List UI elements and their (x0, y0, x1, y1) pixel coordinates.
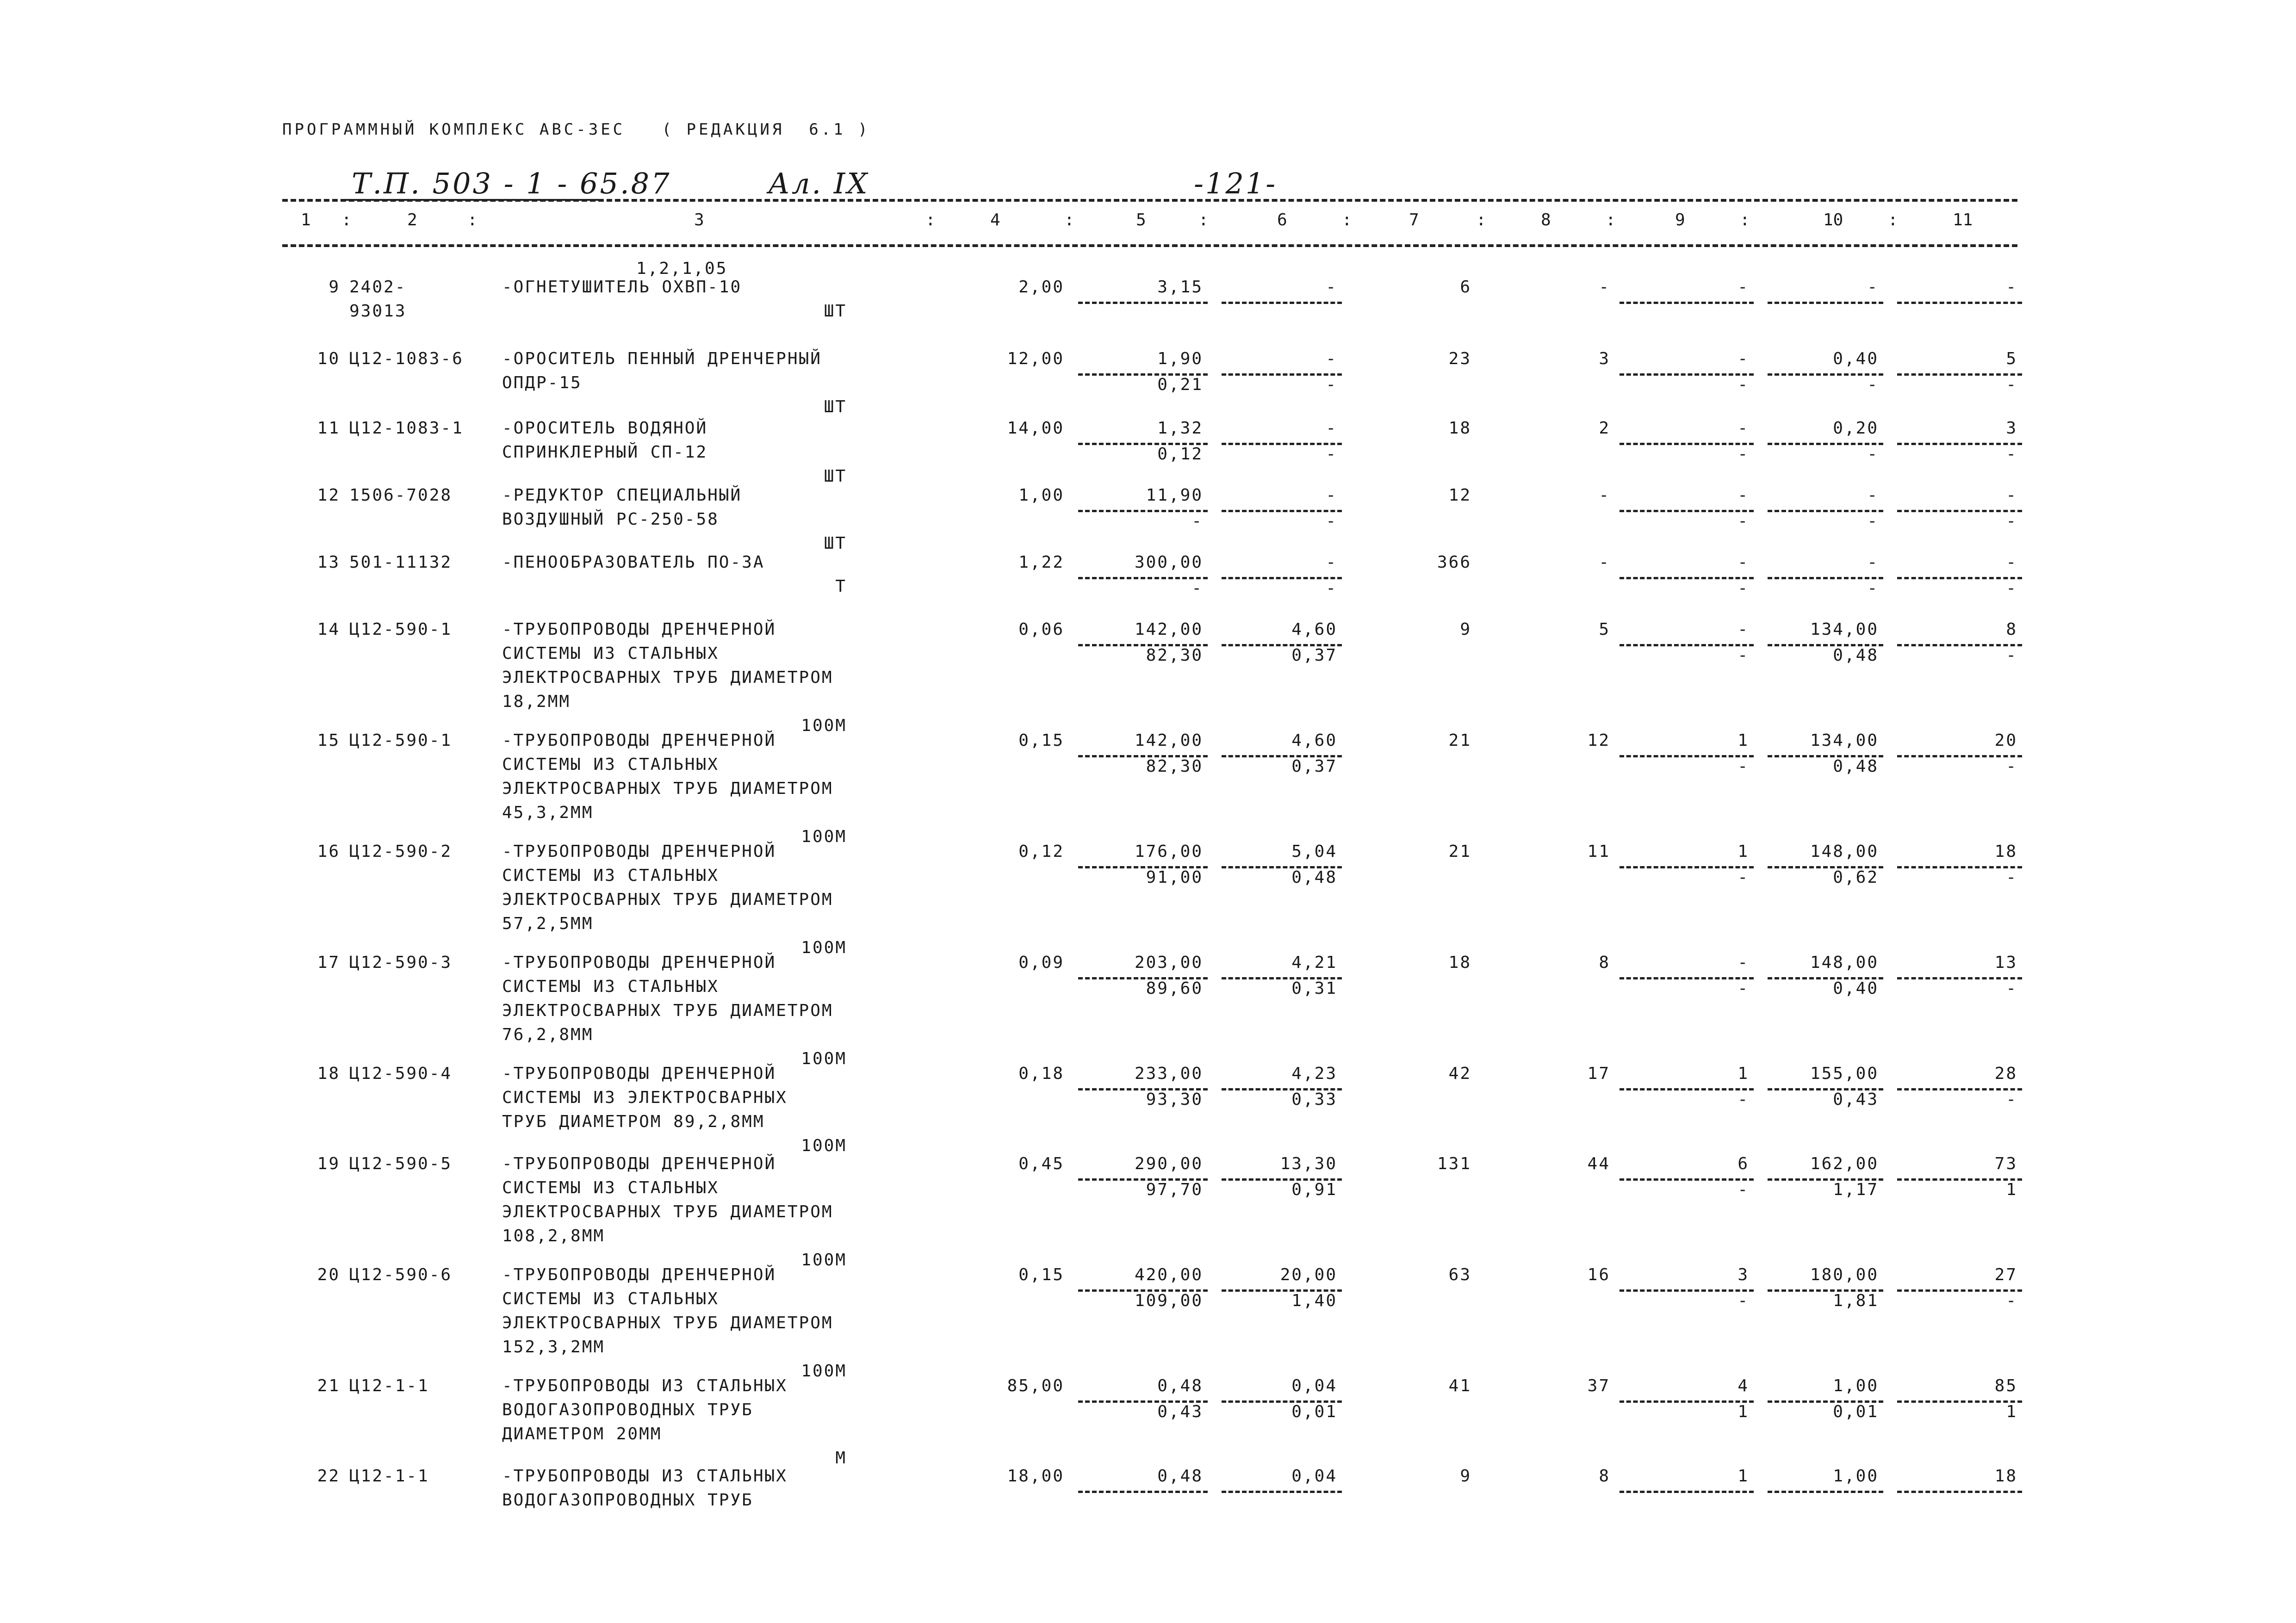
cell-separator-9 (1620, 302, 1754, 304)
cell-col-5: 290,00 (1134, 1154, 1203, 1173)
cell-col-9: 4 (1738, 1376, 1749, 1395)
column-header-6: 6 (1277, 211, 1287, 229)
cell-col-7: 42 (1448, 1064, 1471, 1083)
row-description-line: 108,2,8ММ (502, 1227, 605, 1245)
column-header-11: 11 (1953, 211, 1973, 229)
cell-col-10: 148,00 (1810, 842, 1879, 861)
cell-col-11: 18 (1994, 1467, 2017, 1486)
cell-col-5: 176,00 (1134, 842, 1203, 861)
program-title: ПРОГРАММНЫЙ КОМПЛЕКС АВС-ЗЕС ( РЕДАКЦИЯ 6.1 ) (282, 120, 870, 139)
cell-col-8: 37 (1587, 1376, 1610, 1395)
cell-col-10-second: 0,62 (1833, 868, 1879, 887)
cell-col-5: 233,00 (1134, 1064, 1203, 1083)
cell-col-4: 0,15 (1018, 1265, 1064, 1284)
row-number: 13 (317, 553, 340, 572)
column-separator: : (1888, 211, 1898, 229)
cell-col-11-second: 1 (2006, 1180, 2017, 1199)
cell-col-11: 85 (1994, 1376, 2017, 1395)
column-separator: : (1064, 211, 1074, 229)
cell-col-10-second: - (1867, 579, 1879, 598)
cell-col-5: 142,00 (1134, 620, 1203, 639)
cell-col-10-second: - (1867, 375, 1879, 394)
cell-separator-9 (1620, 1491, 1754, 1493)
row-code: Ц12-1083-1 (349, 419, 464, 438)
cell-separator-6 (1222, 1491, 1342, 1493)
row-description-line: СИСТЕМЫ ИЗ СТАЛЬНЫХ (502, 644, 719, 663)
cell-col-11-second: - (2006, 757, 2017, 776)
cell-col-8: 16 (1587, 1265, 1610, 1284)
row-prefix-code: 1,2,1,05 (636, 259, 728, 278)
cell-col-4: 1,00 (1018, 486, 1064, 505)
cell-col-11: - (2006, 278, 2017, 297)
cell-col-7: 21 (1448, 842, 1471, 861)
column-header-4: 4 (990, 211, 1000, 229)
cell-col-7: 63 (1448, 1265, 1471, 1284)
row-unit: ШТ (824, 467, 847, 486)
cell-col-6-second: - (1326, 579, 1337, 598)
row-description-line: -ОРОСИТЕЛЬ ПЕННЫЙ ДРЕНЧЕРНЫЙ (502, 349, 822, 368)
cell-col-9: - (1738, 953, 1749, 972)
row-number: 15 (317, 731, 340, 750)
doc-code: Т.П. 503 - 1 - 65.87 (352, 167, 671, 200)
cell-col-4: 0,45 (1018, 1154, 1064, 1173)
cell-col-10-second: - (1867, 445, 1879, 464)
cell-col-5-second: 0,43 (1157, 1402, 1203, 1421)
cell-col-10: 155,00 (1810, 1064, 1879, 1083)
cell-col-6-second: 0,37 (1291, 646, 1337, 665)
row-description-line: ВОЗДУШНЫЙ РС-250-58 (502, 510, 719, 529)
cell-col-7: 366 (1437, 553, 1471, 572)
row-unit: Т (835, 577, 847, 596)
cell-col-10: 148,00 (1810, 953, 1879, 972)
cell-col-10-second: 0,48 (1833, 646, 1879, 665)
cell-col-10: 134,00 (1810, 731, 1879, 750)
row-description-line: ДИАМЕТРОМ 20ММ (502, 1425, 662, 1443)
cell-col-4: 0,15 (1018, 731, 1064, 750)
header-bottom-rule (282, 244, 2017, 247)
row-description-line: -ТРУБОПРОВОДЫ ДРЕНЧЕРНОЙ (502, 1265, 776, 1284)
cell-col-10: 180,00 (1810, 1265, 1879, 1284)
cell-col-4: 0,09 (1018, 953, 1064, 972)
cell-col-11: 13 (1994, 953, 2017, 972)
row-number: 14 (317, 620, 340, 639)
cell-col-7: 9 (1460, 620, 1471, 639)
cell-col-6: 4,21 (1291, 953, 1337, 972)
cell-col-11: 20 (1994, 731, 2017, 750)
cell-col-9-second: - (1738, 579, 1749, 598)
row-code: Ц12-590-4 (349, 1064, 453, 1083)
cell-col-10: 134,00 (1810, 620, 1879, 639)
row-description-line: 76,2,8ММ (502, 1025, 594, 1044)
cell-col-6-second: 0,01 (1291, 1402, 1337, 1421)
row-unit: ШТ (824, 302, 847, 321)
row-code: Ц12-590-3 (349, 953, 453, 972)
cell-col-11: 28 (1994, 1064, 2017, 1083)
cell-col-5-second: 97,70 (1146, 1180, 1203, 1199)
cell-col-6-second: - (1326, 445, 1337, 464)
cell-col-6: - (1326, 419, 1337, 438)
cell-col-8: 5 (1599, 620, 1610, 639)
column-separator: : (1740, 211, 1750, 229)
column-header-2: 2 (407, 211, 417, 229)
cell-col-9: 1 (1738, 1064, 1749, 1083)
row-description-line: ЭЛЕКТРОСВАРНЫХ ТРУБ ДИАМЕТРОМ (502, 1313, 833, 1332)
cell-col-9: - (1738, 419, 1749, 438)
cell-col-6: 20,00 (1280, 1265, 1337, 1284)
row-unit: М (835, 1449, 847, 1468)
cell-col-7: 41 (1448, 1376, 1471, 1395)
row-description-line: СИСТЕМЫ ИЗ ЭЛЕКТРОСВАРНЫХ (502, 1088, 788, 1107)
cell-col-10-second: 0,01 (1833, 1402, 1879, 1421)
cell-col-9: - (1738, 486, 1749, 505)
cell-col-5-second: 89,60 (1146, 979, 1203, 998)
cell-col-9-second: - (1738, 868, 1749, 887)
cell-separator-6 (1222, 302, 1342, 304)
cell-col-4: 14,00 (1007, 419, 1064, 438)
cell-col-5-second: 109,00 (1134, 1291, 1203, 1310)
row-description-line: ОПДР-15 (502, 373, 582, 392)
cell-col-11-second: - (2006, 579, 2017, 598)
cell-col-5-second: 93,30 (1146, 1090, 1203, 1109)
cell-col-9: 6 (1738, 1154, 1749, 1173)
row-description-line: ЭЛЕКТРОСВАРНЫХ ТРУБ ДИАМЕТРОМ (502, 1001, 833, 1020)
cell-col-5-second: 0,12 (1157, 445, 1203, 464)
row-description-line: -ТРУБОПРОВОДЫ ДРЕНЧЕРНОЙ (502, 953, 776, 972)
cell-col-10-second: 0,40 (1833, 979, 1879, 998)
cell-col-11-second: - (2006, 375, 2017, 394)
cell-col-10: 1,00 (1833, 1467, 1879, 1486)
column-header-3: 3 (694, 211, 704, 229)
cell-col-6-second: 0,33 (1291, 1090, 1337, 1109)
column-header-8: 8 (1541, 211, 1551, 229)
row-number: 11 (317, 419, 340, 438)
row-code: 1506-7028 (349, 486, 453, 505)
cell-col-11-second: 1 (2006, 1402, 2017, 1421)
album-number: Ал. IX (768, 167, 869, 200)
cell-col-8: - (1599, 486, 1610, 505)
row-description-line: -РЕДУКТОР СПЕЦИАЛЬНЫЙ (502, 486, 742, 505)
column-header-5: 5 (1136, 211, 1146, 229)
cell-col-8: 8 (1599, 1467, 1610, 1486)
row-description-line: -ТРУБОПРОВОДЫ ДРЕНЧЕРНОЙ (502, 731, 776, 750)
cell-col-6-second: 0,48 (1291, 868, 1337, 887)
cell-col-8: 12 (1587, 731, 1610, 750)
row-description-line: ЭЛЕКТРОСВАРНЫХ ТРУБ ДИАМЕТРОМ (502, 1202, 833, 1221)
row-number: 22 (317, 1467, 340, 1486)
cell-col-4: 18,00 (1007, 1467, 1064, 1486)
cell-col-11: 27 (1994, 1265, 2017, 1284)
cell-col-6: 5,04 (1291, 842, 1337, 861)
cell-col-9-second: - (1738, 1291, 1749, 1310)
row-number: 19 (317, 1154, 340, 1173)
cell-col-7: 23 (1448, 349, 1471, 368)
cell-separator-11 (1897, 1491, 2022, 1493)
cell-col-8: - (1599, 553, 1610, 572)
cell-col-5: 11,90 (1146, 486, 1203, 505)
row-code: Ц12-590-5 (349, 1154, 453, 1173)
column-separator: : (1342, 211, 1352, 229)
cell-col-9-second: - (1738, 757, 1749, 776)
cell-col-5: 0,48 (1157, 1376, 1203, 1395)
cell-col-10-second: 0,43 (1833, 1090, 1879, 1109)
row-unit: ШТ (824, 397, 847, 416)
cell-col-10-second: - (1867, 512, 1879, 531)
cell-col-6: 0,04 (1291, 1376, 1337, 1395)
cell-col-5: 420,00 (1134, 1265, 1203, 1284)
cell-col-8: 3 (1599, 349, 1610, 368)
column-separator: : (1476, 211, 1486, 229)
row-number: 16 (317, 842, 340, 861)
cell-col-9: - (1738, 553, 1749, 572)
cell-col-7: 6 (1460, 278, 1471, 297)
row-description-line: СИСТЕМЫ ИЗ СТАЛЬНЫХ (502, 1178, 719, 1197)
row-description-line: -ТРУБОПРОВОДЫ ИЗ СТАЛЬНЫХ (502, 1376, 788, 1395)
cell-col-9-second: - (1738, 512, 1749, 531)
cell-col-8: 2 (1599, 419, 1610, 438)
cell-col-11-second: - (2006, 512, 2017, 531)
cell-col-6-second: 0,37 (1291, 757, 1337, 776)
cell-col-4: 2,00 (1018, 278, 1064, 297)
cell-col-7: 21 (1448, 731, 1471, 750)
cell-col-9-second: - (1738, 445, 1749, 464)
row-code: Ц12-590-1 (349, 620, 453, 639)
row-number: 10 (317, 349, 340, 368)
cell-col-8: 44 (1587, 1154, 1610, 1173)
cell-col-6: 4,60 (1291, 620, 1337, 639)
cell-col-5: 203,00 (1134, 953, 1203, 972)
row-unit: 100М (801, 938, 847, 957)
row-code: Ц12-1083-6 (349, 349, 464, 368)
row-description-line: СПРИНКЛЕРНЫЙ СП-12 (502, 443, 708, 462)
cell-col-11-second: - (2006, 1090, 2017, 1109)
cell-col-10: - (1867, 553, 1879, 572)
column-separator: : (341, 211, 352, 229)
cell-col-6: - (1326, 349, 1337, 368)
row-code: Ц12-590-6 (349, 1265, 453, 1284)
cell-col-11: 3 (2006, 419, 2017, 438)
cell-col-11: - (2006, 553, 2017, 572)
cell-col-5-second: 91,00 (1146, 868, 1203, 887)
column-separator: : (925, 211, 936, 229)
row-number: 20 (317, 1265, 340, 1284)
row-description-line: ЭЛЕКТРОСВАРНЫХ ТРУБ ДИАМЕТРОМ (502, 668, 833, 687)
cell-col-8: 17 (1587, 1064, 1610, 1083)
cell-col-6: - (1326, 486, 1337, 505)
cell-col-9-second: - (1738, 1180, 1749, 1199)
cell-col-4: 0,12 (1018, 842, 1064, 861)
cell-col-11: 8 (2006, 620, 2017, 639)
cell-col-6: 4,23 (1291, 1064, 1337, 1083)
cell-col-6: 13,30 (1280, 1154, 1337, 1173)
cell-col-6-second: - (1326, 375, 1337, 394)
cell-col-5: 1,32 (1157, 419, 1203, 438)
header-top-rule (282, 199, 2017, 202)
row-number: 18 (317, 1064, 340, 1083)
row-code: Ц12-590-2 (349, 842, 453, 861)
row-description-line: 45,3,2ММ (502, 803, 594, 822)
page-number: -121- (1194, 167, 1278, 200)
row-number: 12 (317, 486, 340, 505)
cell-col-5: 0,48 (1157, 1467, 1203, 1486)
row-unit: 100М (801, 1136, 847, 1155)
row-description-line: СИСТЕМЫ ИЗ СТАЛЬНЫХ (502, 1289, 719, 1308)
cell-separator-5 (1078, 1491, 1208, 1493)
row-code: 2402- (349, 278, 407, 297)
row-description-line: ТРУБ ДИАМЕТРОМ 89,2,8ММ (502, 1112, 765, 1131)
row-description-line: СИСТЕМЫ ИЗ СТАЛЬНЫХ (502, 977, 719, 996)
row-description-line: -ТРУБОПРОВОДЫ ДРЕНЧЕРНОЙ (502, 1154, 776, 1173)
cell-col-4: 85,00 (1007, 1376, 1064, 1395)
row-description-line: ВОДОГАЗОПРОВОДНЫХ ТРУБ (502, 1491, 753, 1510)
cell-col-11-second: - (2006, 646, 2017, 665)
cell-col-9-second: - (1738, 375, 1749, 394)
row-description-line: 152,3,2ММ (502, 1338, 605, 1357)
cell-col-5: 300,00 (1134, 553, 1203, 572)
cell-col-10: 0,20 (1833, 419, 1879, 438)
cell-col-9: - (1738, 620, 1749, 639)
cell-col-6-second: 0,31 (1291, 979, 1337, 998)
cell-col-4: 1,22 (1018, 553, 1064, 572)
cell-col-11: 73 (1994, 1154, 2017, 1173)
cell-col-9-second: - (1738, 979, 1749, 998)
row-description-line: ВОДОГАЗОПРОВОДНЫХ ТРУБ (502, 1400, 753, 1419)
cell-col-4: 0,18 (1018, 1064, 1064, 1083)
cell-col-8: - (1599, 278, 1610, 297)
cell-col-7: 9 (1460, 1467, 1471, 1486)
cell-col-5: 142,00 (1134, 731, 1203, 750)
cell-col-5-second: 82,30 (1146, 646, 1203, 665)
cell-col-9: 3 (1738, 1265, 1749, 1284)
cell-col-10: 162,00 (1810, 1154, 1879, 1173)
cell-col-6-second: 1,40 (1291, 1291, 1337, 1310)
row-description-line: -ТРУБОПРОВОДЫ ДРЕНЧЕРНОЙ (502, 842, 776, 861)
column-header-10: 10 (1823, 211, 1843, 229)
cell-col-10-second: 1,17 (1833, 1180, 1879, 1199)
cell-col-5-second: 0,21 (1157, 375, 1203, 394)
cell-col-5: 3,15 (1157, 278, 1203, 297)
cell-col-9: - (1738, 349, 1749, 368)
row-description-line: -ОГНЕТУШИТЕЛЬ ОХВП-10 (502, 278, 742, 297)
cell-col-7: 12 (1448, 486, 1471, 505)
row-description-line: -ПЕНООБРАЗОВАТЕЛЬ ПО-3А (502, 553, 765, 572)
row-description-line: ЭЛЕКТРОСВАРНЫХ ТРУБ ДИАМЕТРОМ (502, 890, 833, 909)
cell-col-5-second: - (1191, 512, 1203, 531)
row-description-line: ЭЛЕКТРОСВАРНЫХ ТРУБ ДИАМЕТРОМ (502, 779, 833, 798)
cell-col-5-second: 82,30 (1146, 757, 1203, 776)
cell-separator-11 (1897, 302, 2022, 304)
row-description-line: 18,2ММ (502, 692, 571, 711)
row-unit: 100М (801, 1049, 847, 1068)
row-code-continued: 93013 (349, 302, 407, 321)
row-number: 9 (329, 278, 340, 297)
cell-col-10: - (1867, 278, 1879, 297)
column-header-1: 1 (301, 211, 311, 229)
column-separator: : (1198, 211, 1209, 229)
row-code: Ц12-1-1 (349, 1376, 429, 1395)
column-header-9: 9 (1675, 211, 1685, 229)
row-unit: ШТ (824, 534, 847, 553)
row-code: Ц12-590-1 (349, 731, 453, 750)
row-description-line: СИСТЕМЫ ИЗ СТАЛЬНЫХ (502, 755, 719, 774)
cell-col-11-second: - (2006, 868, 2017, 887)
cell-col-6: 0,04 (1291, 1467, 1337, 1486)
cell-col-5-second: - (1191, 579, 1203, 598)
cell-col-10-second: 0,48 (1833, 757, 1879, 776)
row-description-line: -ТРУБОПРОВОДЫ ДРЕНЧЕРНОЙ (502, 1064, 776, 1083)
row-unit: 100М (801, 716, 847, 735)
cell-separator-10 (1768, 1491, 1883, 1493)
row-number: 17 (317, 953, 340, 972)
cell-col-10-second: 1,81 (1833, 1291, 1879, 1310)
cell-separator-10 (1768, 302, 1883, 304)
cell-col-9: 1 (1738, 1467, 1749, 1486)
row-number: 21 (317, 1376, 340, 1395)
row-unit: 100М (801, 1251, 847, 1270)
row-code: Ц12-1-1 (349, 1467, 429, 1486)
cell-col-7: 18 (1448, 419, 1471, 438)
cell-col-8: 8 (1599, 953, 1610, 972)
row-description-line: -ТРУБОПРОВОДЫ ИЗ СТАЛЬНЫХ (502, 1467, 788, 1486)
row-description-line: -ТРУБОПРОВОДЫ ДРЕНЧЕРНОЙ (502, 620, 776, 639)
cell-col-8: 11 (1587, 842, 1610, 861)
cell-col-7: 131 (1437, 1154, 1471, 1173)
row-description-line: 57,2,5ММ (502, 914, 594, 933)
cell-col-11: 5 (2006, 349, 2017, 368)
cell-col-4: 12,00 (1007, 349, 1064, 368)
cell-col-9-second: - (1738, 646, 1749, 665)
cell-col-6-second: 0,91 (1291, 1180, 1337, 1199)
cell-col-9: 1 (1738, 731, 1749, 750)
cell-col-11-second: - (2006, 979, 2017, 998)
cell-col-6: 4,60 (1291, 731, 1337, 750)
cell-col-7: 18 (1448, 953, 1471, 972)
cell-col-10: 0,40 (1833, 349, 1879, 368)
cell-col-11-second: - (2006, 445, 2017, 464)
cell-col-11: 18 (1994, 842, 2017, 861)
row-unit: 100М (801, 827, 847, 846)
cell-col-6-second: - (1326, 512, 1337, 531)
cell-col-10: - (1867, 486, 1879, 505)
cell-col-9-second: 1 (1738, 1402, 1749, 1421)
row-description-line: -ОРОСИТЕЛЬ ВОДЯНОЙ (502, 419, 708, 438)
cell-col-6: - (1326, 278, 1337, 297)
cell-col-4: 0,06 (1018, 620, 1064, 639)
cell-col-6: - (1326, 553, 1337, 572)
column-header-7: 7 (1409, 211, 1419, 229)
column-separator: : (467, 211, 478, 229)
cell-col-5: 1,90 (1157, 349, 1203, 368)
cell-col-11: - (2006, 486, 2017, 505)
column-separator: : (1606, 211, 1616, 229)
row-code: 501-11132 (349, 553, 453, 572)
cell-col-9: 1 (1738, 842, 1749, 861)
cell-col-11-second: - (2006, 1291, 2017, 1310)
row-unit: 100М (801, 1362, 847, 1381)
cell-col-9-second: - (1738, 1090, 1749, 1109)
cell-col-9: - (1738, 278, 1749, 297)
row-description-line: СИСТЕМЫ ИЗ СТАЛЬНЫХ (502, 866, 719, 885)
cell-col-10: 1,00 (1833, 1376, 1879, 1395)
cell-separator-5 (1078, 302, 1208, 304)
